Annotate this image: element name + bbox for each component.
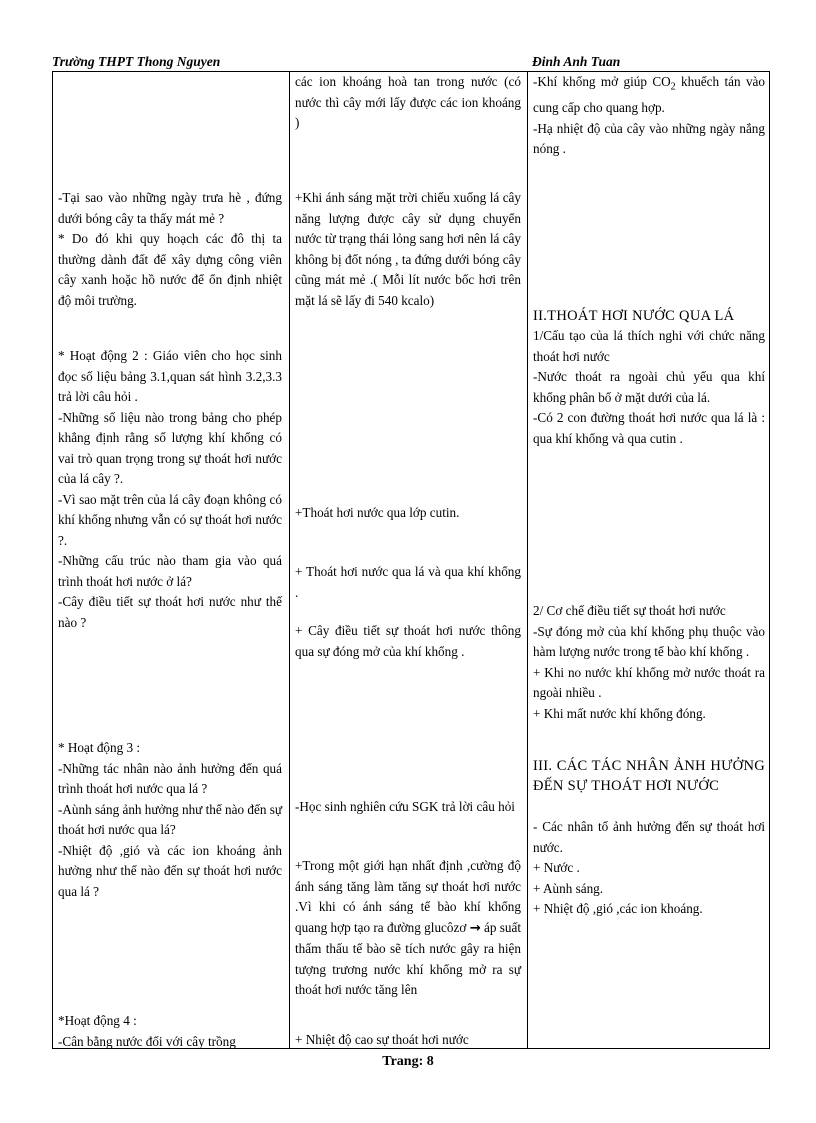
question-block-shade: -Tại sao vào những ngày trưa hè , đứng dưới bóng cây ta thấy mát mẻ ? * Do đó khi quy hoạch các đô thị ta thường dành đất để xây dựng công viên cây xanh hoặc hồ nước để ổn định nhiệt độ môi trường.	[58, 190, 282, 308]
column-divider-1	[289, 71, 290, 1048]
school-name: Trường THPT Thong Nguyen	[52, 54, 221, 69]
page-header	[52, 54, 770, 72]
sunlight-cooling-answer: +Khi ánh sáng mặt trời chiếu xuống lá cây năng lượng được cây sử dụng chuyển nước từ trạng thái lỏng sang hơi nên lá cây không bị đốt nóng , ta đứng dưới bóng cây cũng mát mẻ .( Mỗi lít nước bốc hơi trên mặt lá sẽ lấy đi 540 kcalo)	[295, 190, 521, 308]
lesson-table	[52, 71, 770, 1049]
co2-text-a: -Khí khổng mở giúp CO	[533, 74, 671, 89]
stomata-role-text	[533, 72, 765, 160]
light-effect-answer	[295, 856, 521, 1001]
factors-block: - Các nhân tố ảnh hưởng đến sự thoát hơi nước. + Nước . + Aùnh sáng. + Nhiệt độ ,gió ,các ion khoáng.	[533, 819, 765, 916]
activity-4-block: *Hoạt động 4 : -Cân bằng nước đối với cây trồng	[58, 1013, 236, 1049]
section-iii-heading: III. CÁC TÁC NHÂN ẢNH HƯỞNG ĐẾN SỰ THOÁT HƠI NƯỚC	[533, 758, 765, 794]
section-ii-heading: II.THOÁT HƠI NƯỚC QUA LÁ	[533, 308, 735, 324]
activity-2-block: * Hoạt động 2 : Giáo viên cho học sinh đọc số liệu bảng 3.1,quan sát hình 3.2,3.3 trả lời câu hỏi . -Những số liệu nào trong bảng cho phép khẳng định rằng số lượng khí khổng có vai trò quan trọng trong sự thoát hơi nước của lá cây ?. -Vì sao mặt trên của lá cây đoạn không có khí khổng nhưng vẫn có sự thoát hơi nước ?. -Những cấu trúc nào tham gia vào quá trình thoát hơi nước ở lá? -Cây điều tiết sự thoát hơi nước như thế nào ?	[58, 348, 282, 630]
student-research-text: -Học sinh nghiên cứu SGK trả lời câu hỏi	[295, 799, 515, 814]
ion-absorption-text: các ion khoáng hoà tan trong nước (có nước thì cây mới lấy được các ion khoáng )	[295, 74, 521, 130]
activity-3-block: * Hoạt động 3 : -Những tác nhân nào ảnh hưởng đến quá trình thoát hơi nước qua lá ? -Aùnh sáng ảnh hưởng như thế nào đến sự thoát hơi nước qua lá? -Nhiệt độ ,gió và các ion khoáng ảnh hưởng như thế nào đến sự thoát hơi nước qua lá ?	[58, 740, 282, 899]
author-name: Đinh Anh Tuan	[532, 54, 621, 69]
regulation-mechanism-block: 2/ Cơ chế điều tiết sự thoát hơi nước -Sự đóng mở của khí khổng phụ thuộc vào hàm lượng nước trong tế bào khí khổng . + Khi no nước khí khổng mở nước thoát ra ngoài nhiều . + Khi mất nước khí khổng đóng.	[533, 603, 765, 721]
cuticle-transpiration-answer: +Thoát hơi nước qua lớp cutin.	[295, 505, 460, 520]
leaf-structure-block: 1/Cấu tạo của lá thích nghi với chức năng thoát hơi nước -Nước thoát ra ngoài chủ yếu qua khí khổng phân bố ở mặt dưới của lá. -Có 2 con đường thoát hơi nước qua lá là : qua khí khổng và qua cutin .	[533, 328, 765, 446]
co2-subscript: 2	[670, 81, 676, 93]
column-divider-2	[527, 71, 528, 1048]
co2-text-b: khuếch tán vào cung cấp cho quang hợp. -Hạ nhiệt độ của cây vào những ngày nắng nóng .	[533, 74, 765, 157]
light-effect-text-b: áp suất thẩm thấu tế bào sẽ tích nước gây ra hiện tượng trương nước khí khổng mở ra sự thoát hơi nước tăng lên	[295, 919, 521, 997]
arrow-right-icon: →	[469, 920, 481, 936]
light-effect-text-a: +Trong một giới hạn nhất định ,cường độ ánh sáng tăng làm tăng sự thoát hơi nước .Vì khi có ánh sáng tế bào khí khổng quang hợp tạo ra đường glucôzơ	[295, 858, 521, 935]
temperature-effect-answer: + Nhiệt độ cao sự thoát hơi nước	[295, 1032, 469, 1047]
stomata-regulation-answer: + Cây điều tiết sự thoát hơi nước thông qua sự đóng mở của khí khổng .	[295, 623, 521, 659]
stomata-transpiration-answer: + Thoát hơi nước qua lá và qua khí khổng .	[295, 564, 521, 600]
page-number: Trang: 8	[382, 1054, 434, 1069]
